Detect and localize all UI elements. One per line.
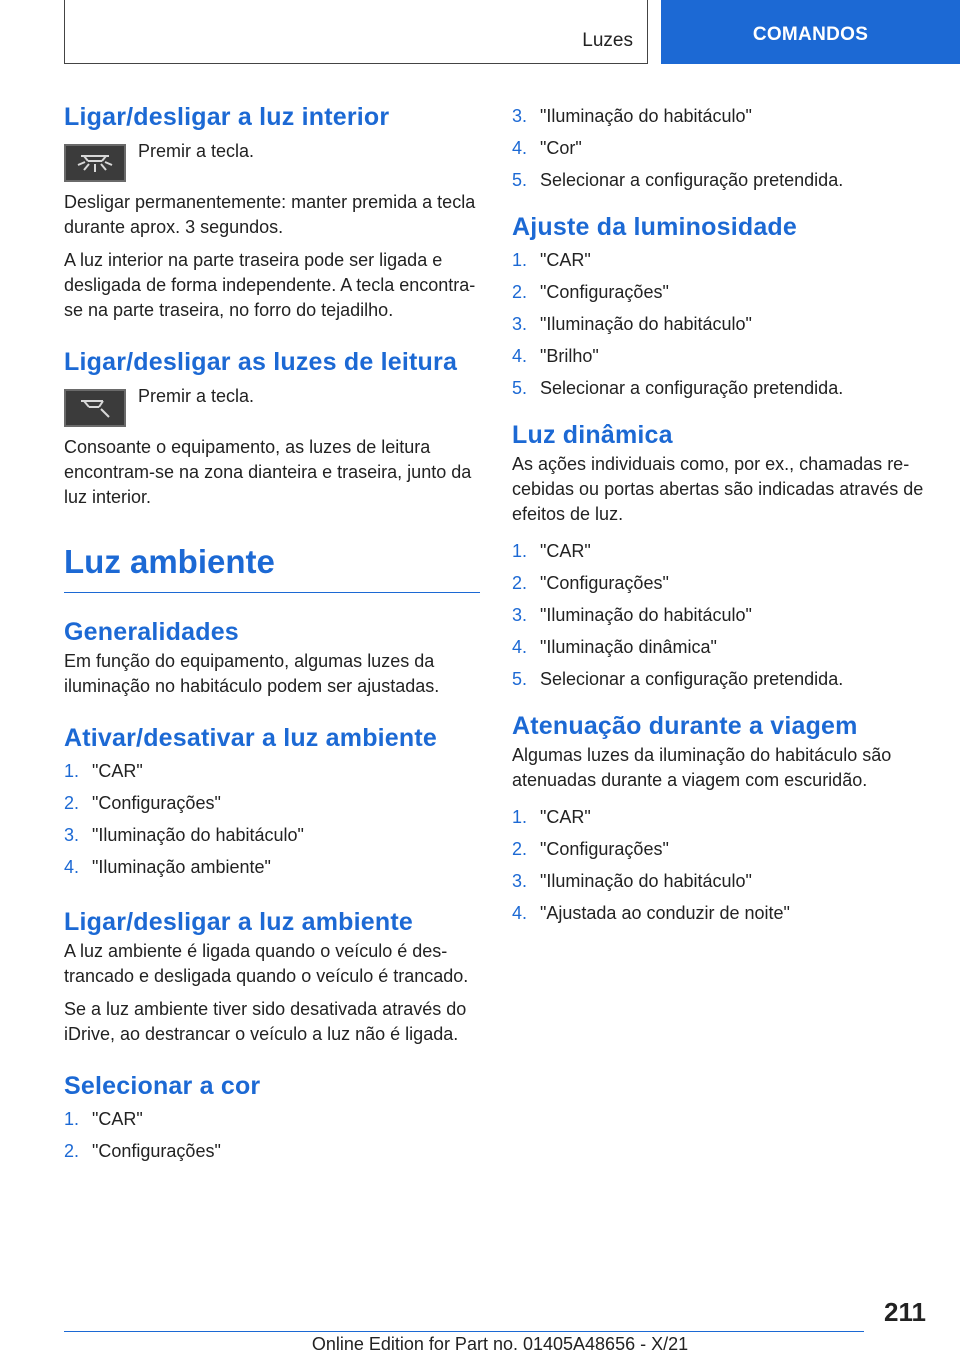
select-color-steps-part2 — [512, 100, 928, 196]
interior-light-instruction — [64, 140, 480, 182]
heading-general: Generalidades — [64, 618, 239, 646]
heading-select-color: Selecionar a cor — [64, 1072, 261, 1100]
header-chapter-tab: COMANDOS — [661, 0, 960, 64]
general-paragraph: Em função do equipamento, algumas luzes da iluminação no habitáculo podem ser ajustadas. — [64, 651, 440, 696]
dimming-steps — [512, 801, 928, 929]
list-item: 5. Selecionar a configuração pretendida. — [512, 378, 844, 398]
reading-light-button-icon — [64, 389, 126, 427]
dimming-paragraph: Algumas luzes da iluminação do habitáculo são atenuadas durante a viagem com escuridão. — [512, 745, 892, 790]
heading-activate-ambient: Ativar/desativar a luz ambiente — [64, 724, 438, 752]
list-item: 1. "CAR" — [512, 250, 591, 270]
list-item: 4. "Iluminação dinâmica" — [512, 637, 717, 657]
dynamic-light-steps — [512, 535, 928, 695]
onoff-paragraph-2: Se a luz ambiente tiver sido desativada através do iDrive, ao destrancar o veículo a luz não é ligada. — [64, 999, 467, 1044]
heading-reading-lights: Ligar/desligar as luzes de leitura — [64, 348, 458, 376]
list-item: 3. "Iluminação do habitáculo" — [512, 605, 752, 625]
list-item: 2. "Configurações" — [64, 1141, 221, 1161]
reading-light-paragraph: Consoante o equipamento, as luzes de leitura encontram-se na zona dianteira e traseira, junto da luz interior. — [64, 437, 472, 507]
reading-light-instruction — [64, 385, 480, 427]
list-item: 4. "Cor" — [512, 138, 582, 158]
list-item: 3. "Iluminação do habitáculo" — [512, 106, 752, 126]
chapter-title-ambient-light: Luz ambiente — [64, 540, 480, 593]
list-item: 2. "Configurações" — [512, 573, 669, 593]
right-column — [512, 100, 928, 929]
onoff-paragraph-1: A luz ambiente é ligada quando o veículo é destrancado e desligada quando o veículo é trancado. — [64, 941, 469, 986]
left-column — [64, 100, 480, 1167]
list-item: 3. "Iluminação do habitáculo" — [512, 871, 752, 891]
list-item: 2. "Configurações" — [64, 793, 221, 813]
heading-interior-light: Ligar/desligar a luz interior — [64, 103, 390, 131]
list-item: 1. "CAR" — [512, 807, 591, 827]
list-item: 2. "Configurações" — [512, 839, 669, 859]
list-item: 1. "CAR" — [512, 541, 591, 561]
interior-light-paragraph-1: Desligar permanentemente: manter premida a tecla durante aprox. 3 segundos. — [64, 192, 476, 237]
brightness-steps — [512, 244, 928, 404]
list-item: 4. "Iluminação ambiente" — [64, 857, 271, 877]
interior-light-button-icon — [64, 144, 126, 182]
list-item: 4. "Ajustada ao conduzir de noite" — [512, 903, 790, 923]
header-section-box — [64, 0, 648, 64]
list-item: 1. "CAR" — [64, 761, 143, 781]
footer-divider — [64, 1331, 864, 1332]
interior-light-press-text: Premir a tecla. — [138, 141, 255, 161]
page-number: 211 — [884, 1297, 926, 1327]
list-item: 2. "Configurações" — [512, 282, 669, 302]
list-item: 1. "CAR" — [64, 1109, 143, 1129]
reading-light-press-text: Premir a tecla. — [138, 386, 255, 406]
list-item: 5. Selecionar a configuração pretendida. — [512, 669, 844, 689]
interior-light-paragraph-2: A luz interior na parte traseira pode ser ligada e desligada de forma independente. A tecla encontra-se na parte traseira, no forro do tejadilho. — [64, 250, 476, 320]
list-item: 3. "Iluminação do habitáculo" — [512, 314, 752, 334]
list-item: 4. "Brilho" — [512, 346, 599, 366]
heading-brightness: Ajuste da luminosidade — [512, 213, 798, 241]
select-color-steps-part1 — [64, 1103, 480, 1167]
dynamic-light-paragraph: As ações individuais como, por ex., chamadas recebidas ou portas abertas são indicadas através de efeitos de luz. — [512, 454, 924, 524]
header-section-title: Luzes — [582, 30, 633, 51]
activate-ambient-steps — [64, 755, 480, 883]
list-item: 3. "Iluminação do habitáculo" — [64, 825, 304, 845]
heading-dimming: Atenuação durante a viagem — [512, 712, 858, 740]
heading-onoff-ambient: Ligar/desligar a luz ambiente — [64, 908, 413, 936]
footer-edition-text: Online Edition for Part no. 01405A48656 - X/21 — [311, 1334, 689, 1354]
heading-dynamic-light: Luz dinâmica — [512, 421, 673, 449]
list-item: 5. Selecionar a configuração pretendida. — [512, 170, 844, 190]
